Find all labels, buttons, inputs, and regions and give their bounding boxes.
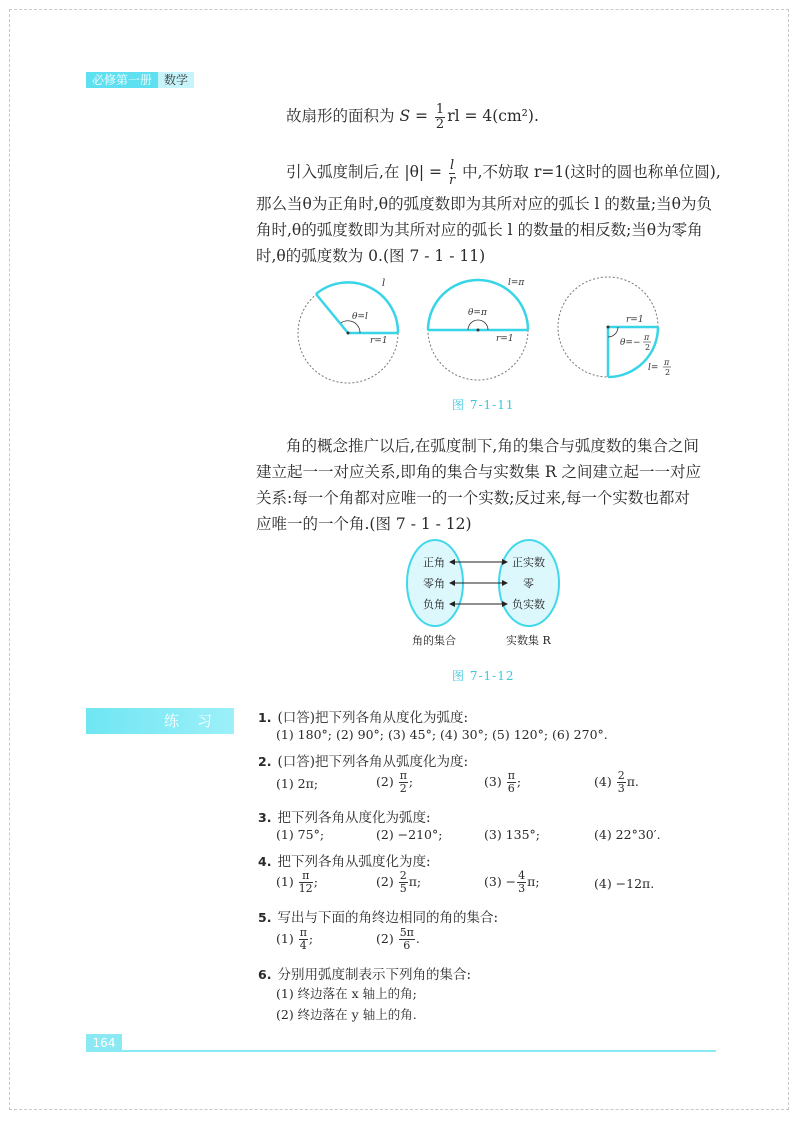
para2-line3: 关系:每一个角都对应唯一的一个实数;反过来,每一个实数也都对: [256, 489, 690, 507]
ex2-b-frac: [399, 770, 408, 795]
c1-radius-label: r=1: [370, 336, 388, 346]
ex4-b-pre: (2): [376, 874, 398, 889]
c3-arc-num: π: [664, 358, 670, 367]
ex3-item-b: (2) −210°;: [376, 827, 443, 842]
ex2-item-b: [376, 770, 413, 795]
ex2-item-d: [594, 770, 639, 795]
ex3-item-c: (3) 135°;: [484, 827, 540, 842]
ex2-c-den: 6: [507, 782, 515, 795]
exercise-5: [258, 906, 498, 926]
area-rest: rl = 4(cm²).: [447, 107, 539, 125]
ex2-number: 2.: [258, 754, 272, 769]
ex4-text: 把下列各角从弧度化为度:: [277, 854, 431, 870]
ex4-c-post: π;: [527, 874, 540, 889]
para2-line4: 应唯一的一个角.(图 7 - 1 - 12): [256, 515, 472, 533]
ex5-a-num: π: [299, 926, 307, 939]
left-item-negative: 负角: [423, 598, 445, 611]
running-header: [86, 72, 194, 88]
ex4-b-den: 5: [399, 882, 407, 895]
ex4-c-num: 4: [518, 869, 526, 882]
para1-l1b: 中,不妨取 r=1(这时的圆也称单位圆),: [457, 163, 721, 181]
page-number: 164: [86, 1034, 122, 1052]
ex5-items: [276, 927, 696, 957]
ex4-a-num: π: [299, 870, 313, 883]
figure-11-caption: 图 7-1-11: [452, 398, 515, 412]
ex2-d-pre: (4): [594, 774, 616, 789]
ex2-c-post: ;: [516, 774, 522, 789]
circle-negative-angle: [558, 277, 671, 377]
c2-radius-label: r=1: [496, 334, 514, 344]
left-item-zero: 零角: [423, 577, 445, 590]
ex5-b-den: 6: [403, 939, 411, 952]
para1-l1a: 引入弧度制后,在 |θ| =: [286, 163, 447, 181]
ex4-a-frac: [299, 870, 313, 895]
exercise-6: [258, 963, 471, 983]
ex4-number: 4.: [258, 854, 272, 869]
ex3-text: 把下列各角从度化为弧度:: [277, 810, 431, 826]
ex2-item-a: (1) 2π;: [276, 776, 319, 791]
exercise-4: [258, 850, 431, 870]
ex5-text: 写出与下面的角终边相同的角的集合:: [277, 910, 499, 926]
book-subject: 数学: [158, 72, 194, 88]
figure-unit-circles: [290, 275, 690, 390]
ex4-b-num: 2: [399, 869, 407, 882]
ex6-text: 分别用弧度制表示下列角的集合:: [277, 967, 472, 983]
ex3-items: [276, 827, 696, 845]
ex5-a-den: 4: [299, 939, 307, 952]
para1-frac-den: r: [448, 172, 456, 188]
circle-positive-angle: [298, 278, 398, 383]
figure-12-caption: 图 7-1-12: [452, 669, 515, 683]
c1-angle-label: θ=l: [352, 312, 368, 322]
c2-angle-label: θ=π: [468, 308, 487, 318]
ex5-a-pre: (1): [276, 931, 298, 946]
ex5-a-frac: [299, 927, 308, 952]
ex3-number: 3.: [258, 810, 272, 825]
c3-angle-num: π: [644, 333, 650, 342]
para2-line2: 建立起一一对应关系,即角的集合与实数集 R 之间建立起一一对应: [256, 463, 701, 481]
figure-correspondence: [402, 538, 572, 653]
practice-title: 练习: [86, 708, 234, 734]
ex2-c-frac: [507, 770, 516, 795]
ex3-item-a: (1) 75°;: [276, 827, 325, 842]
ex2-b-num: π: [399, 769, 407, 782]
para1-line2: 那么当θ为正角时,θ的弧度数即为其所对应的弧长 l 的数量;当θ为负: [256, 195, 712, 213]
ex2-text: (口答)把下列各角从弧度化为度:: [277, 754, 469, 770]
area-eq: =: [410, 107, 433, 125]
ex2-c-pre: (3): [484, 774, 506, 789]
ex2-item-c: [484, 770, 521, 795]
ex4-items: [276, 870, 696, 900]
ex4-c-frac: [517, 870, 526, 895]
para1-fraction: [449, 159, 455, 188]
ex4-b-post: π;: [408, 874, 422, 889]
c3-angle-den: 2: [645, 343, 651, 352]
left-item-positive: 正角: [423, 556, 445, 569]
ex5-b-pre: (2): [376, 931, 398, 946]
ex5-item-b: [376, 927, 420, 952]
ex3-item-d: (4) 22°30′.: [594, 827, 661, 842]
c3-angle-pre: θ=−: [620, 338, 641, 348]
para1-frac-num: l: [450, 157, 455, 173]
ex5-number: 5.: [258, 910, 272, 925]
ex4-item-b: [376, 870, 421, 895]
ex2-c-num: π: [507, 769, 515, 782]
real-set-label: 实数集 R: [506, 634, 551, 647]
ex4-b-frac: [399, 870, 408, 895]
c3-angle-label: [620, 338, 641, 348]
exercise-2: [258, 750, 468, 770]
ex2-d-num: 2: [617, 769, 625, 782]
area-formula: [286, 102, 539, 132]
right-item-positive: 正实数: [512, 556, 545, 569]
ex5-b-post: .: [415, 931, 420, 946]
para2-line1: 角的概念推广以后,在弧度制下,角的集合与弧度数的集合之间: [286, 437, 699, 455]
footer-rule: [122, 1050, 716, 1052]
ex2-d-post: π.: [626, 774, 639, 789]
ex4-c-pre: (3) −: [484, 874, 517, 889]
c2-arc-label: l=π: [508, 278, 525, 288]
ex5-b-frac: [399, 927, 415, 952]
ex6-number: 6.: [258, 967, 272, 982]
ex5-item-a: [276, 927, 313, 952]
para1-line3: 角时,θ的弧度数即为其所对应的弧长 l 的数量的相反数;当θ为零角: [256, 221, 703, 239]
ex4-item-c: [484, 870, 540, 895]
ex2-b-post: ;: [408, 774, 414, 789]
ex2-items: [276, 770, 696, 800]
area-s: S: [399, 107, 411, 125]
ex6-item-a: (1) 终边落在 x 轴上的角;: [276, 986, 417, 1001]
book-series: 必修第一册: [86, 72, 158, 88]
exercise-3: [258, 806, 431, 826]
ex5-b-num: 5π: [399, 926, 414, 939]
ex4-a-den: 12: [298, 882, 313, 895]
area-frac-num: 1: [435, 101, 445, 117]
c3-arc-den: 2: [665, 368, 671, 377]
ex2-d-den: 3: [617, 782, 625, 795]
para1-line1: [286, 158, 721, 188]
ex6-item-b: (2) 终边落在 y 轴上的角.: [276, 1007, 417, 1022]
area-frac-den: 2: [435, 116, 445, 132]
angle-set-label: 角的集合: [412, 634, 456, 647]
ex1-items: (1) 180°; (2) 90°; (3) 45°; (4) 30°; (5) 120°; (6) 270°.: [276, 727, 608, 742]
ex4-item-d: (4) −12π.: [594, 876, 655, 891]
ex1-number: 1.: [258, 710, 272, 725]
ex4-c-den: 3: [518, 882, 526, 895]
area-fraction: [435, 103, 445, 132]
c1-arc-label: l: [382, 278, 386, 289]
circle-straight-angle: [428, 278, 528, 380]
ex2-d-frac: [617, 770, 626, 795]
c3-arc-pre: l=: [648, 363, 659, 373]
c3-radius-label: r=1: [626, 315, 644, 325]
exercise-1: [258, 706, 468, 726]
ex2-b-pre: (2): [376, 774, 398, 789]
right-item-zero: 零: [523, 577, 534, 590]
right-item-negative: 负实数: [512, 598, 545, 611]
ex4-a-post: ;: [313, 874, 318, 889]
ex4-item-a: [276, 870, 318, 895]
ex2-b-den: 2: [399, 782, 407, 795]
area-prefix: 故扇形的面积为: [286, 107, 400, 125]
ex5-a-post: ;: [308, 931, 314, 946]
ex1-text: (口答)把下列各角从度化为弧度:: [277, 710, 469, 726]
para1-line4: 时,θ的弧度数为 0.(图 7 - 1 - 11): [256, 247, 486, 265]
ex4-a-pre: (1): [276, 874, 298, 889]
